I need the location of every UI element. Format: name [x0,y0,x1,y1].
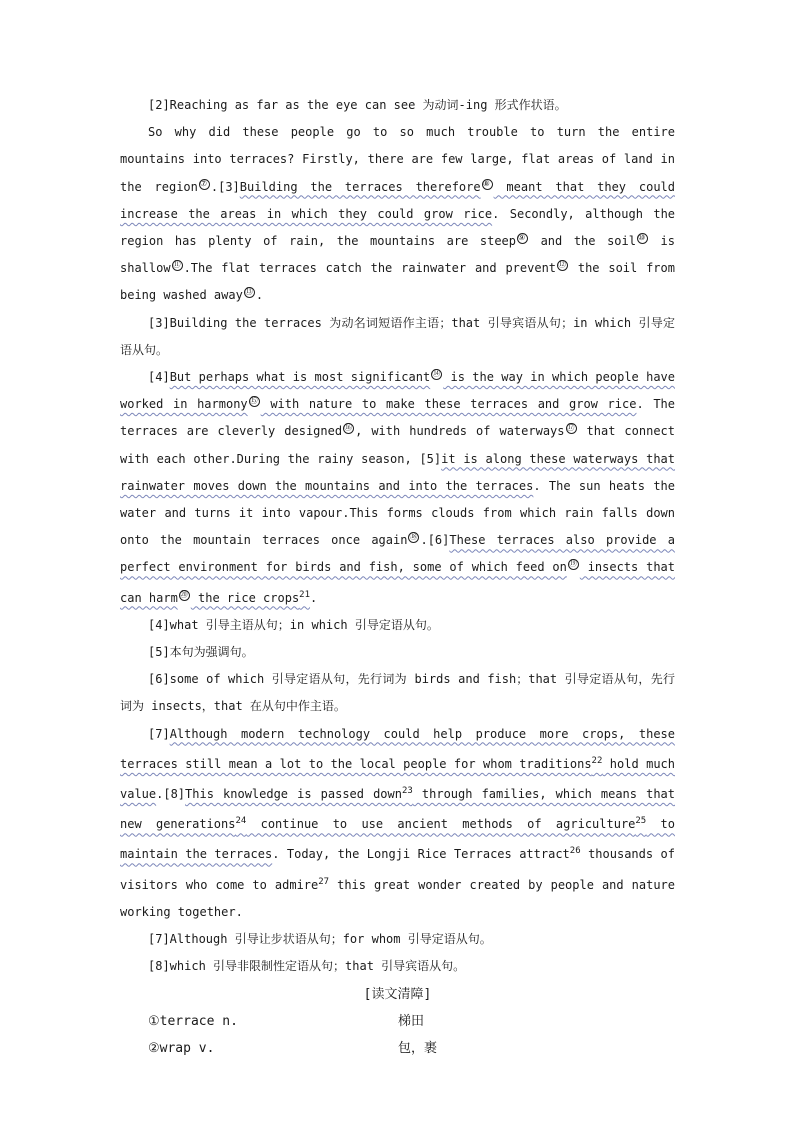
footnote-marker: ⑪ [172,260,181,270]
footnote-marker: 27 [318,876,330,887]
footnote-marker: ⑲ [568,559,577,569]
underlined-sentence: But perhaps what is most significant ⑭ is the way in which people have worked in harmony ⑮ with nature to make these terraces and grow rice [120,369,675,412]
footnote-marker: ⑯ [344,423,353,433]
vocab-item [120,1008,675,1035]
underlined-sentence: This knowledge is passed down$^{23}$ through families, which means that new generations$^{24}$ continue to use ancient methods of agriculture$^{25}$ to maintain the terraces [120,786,675,862]
footnote-marker: 26 [569,846,581,857]
footnote-marker: 21 [299,589,311,600]
underlined-sentence: These terraces also provide a perfect environment for birds and fish, some of which feed on ⑲ insects that can harm ⑳ the rice crops$^{21}$ [120,533,676,605]
footnote-marker: ⑨ [517,233,528,244]
underlined-sentence: Although modern technology could help produce more crops, these terraces still mean a lot to the local people for whom traditions$^{22}$ hold much value [120,726,675,802]
footnote-marker: 22 [591,755,603,766]
vocab-word: ①terrace n. [148,1013,238,1029]
footnote-marker: ⑫ [558,260,567,270]
vocab-word: ②wrap v. [148,1040,215,1056]
paragraph-harmony: [4]But perhaps what is most significant ⑭ is the way in which people have worked in harmony ⑮ with nature to make these terraces and grow rice. The terraces are cleverly designed ⑯ , with hundreds of waterways ⑰ that connect with each other.During the rainy season, [5]it is along these waterways that rainwater moves down the mountains and into the terraces. The sun heats the water and turns it into vapour.This forms clouds from which rain falls down onto the mountain terraces once again ⑱ .[6]These terraces also provide a perfect environment for birds and fish, some of which feed on ⑲ insects that can harm ⑳ the rice crops$^{21}$. [120,369,676,605]
vocab-meaning: 包，裹 [398,1040,438,1056]
footnote-marker: ⑧ [482,179,493,190]
footnote-marker: ⑳ [179,589,188,599]
underlined-sentence: it is along these waterways that rainwater moves down the mountains and into the terraces [120,451,676,493]
footnote-marker: ⑦ [199,179,210,190]
vocab-item [120,1035,675,1062]
note-8: [8]which 引导非限制性定语从句；that 引导宾语从句。 [148,959,466,974]
paragraph-terraces-reason: So why did these people go to so much trouble to turn the entire mountains into terraces? Firstly, there are few large, flat areas of land in the region ⑦ .[3]Building the terraces therefore ⑧ meant that they could increase the areas in which they could grow rice. Secondly, although the region has plenty of rain, the mountains are steep ⑨ and the soil ⑩ is shallow ⑪ .The flat terraces catch the rainwater and prevent ⑫ the soil from being washed away ⑬ . [120,125,676,303]
note-4: [4]what 引导主语从句；in which 引导定语从句。 [148,617,439,632]
footnote-marker: ⑮ [249,396,258,406]
underlined-sentence: Building the terraces therefore ⑧ meant that they could increase the areas in which they could grow rice [120,178,675,221]
note-2: [2]Reaching as far as the eye can see 为动词-ing 形式作状语。 [148,98,567,112]
document-page [120,92,675,1062]
note-5: [5]本句为强调句。 [148,645,254,660]
paragraph-traditions: [7]Although modern technology could help produce more crops, these terraces still mean a lot to the local people for whom traditions$^{22}$ hold much value.[8]This knowledge is passed down$^{23}$ through families, which means that new generations$^{24}$ continue to use ancient methods of agriculture$^{25}$ to maintain the terraces. Today, the Longji Rice Terraces attract$^{26}$ thousands of visitors who come to admire$^{27}$ this great wonder created by people and nature working together. [120,726,676,919]
note-6: [6]some of which 引导定语从句，先行词为 birds and fish；that 引导定语从句，先行词为 insects，that 在从句中作主语。 [120,672,675,714]
footnote-marker: ⑭ [432,369,441,379]
footnote-marker: 24 [235,816,247,827]
note-3: [3]Building the terraces 为动名词短语作主语；that 引导宾语从句；in which 引导定语从句。 [120,315,675,357]
footnote-marker: 23 [401,786,413,797]
footnote-marker: ⑰ [566,423,575,433]
footnote-marker: ⑩ [637,233,648,244]
footnote-marker: 25 [635,816,647,827]
footnote-marker: ⑬ [244,287,253,297]
note-7: [7]Although 引导让步状语从句；for whom 引导定语从句。 [148,932,492,947]
footnote-marker: ⑱ [409,532,418,542]
vocab-meaning: 梯田 [398,1013,425,1029]
section-heading: [读文清障] [363,986,432,1002]
